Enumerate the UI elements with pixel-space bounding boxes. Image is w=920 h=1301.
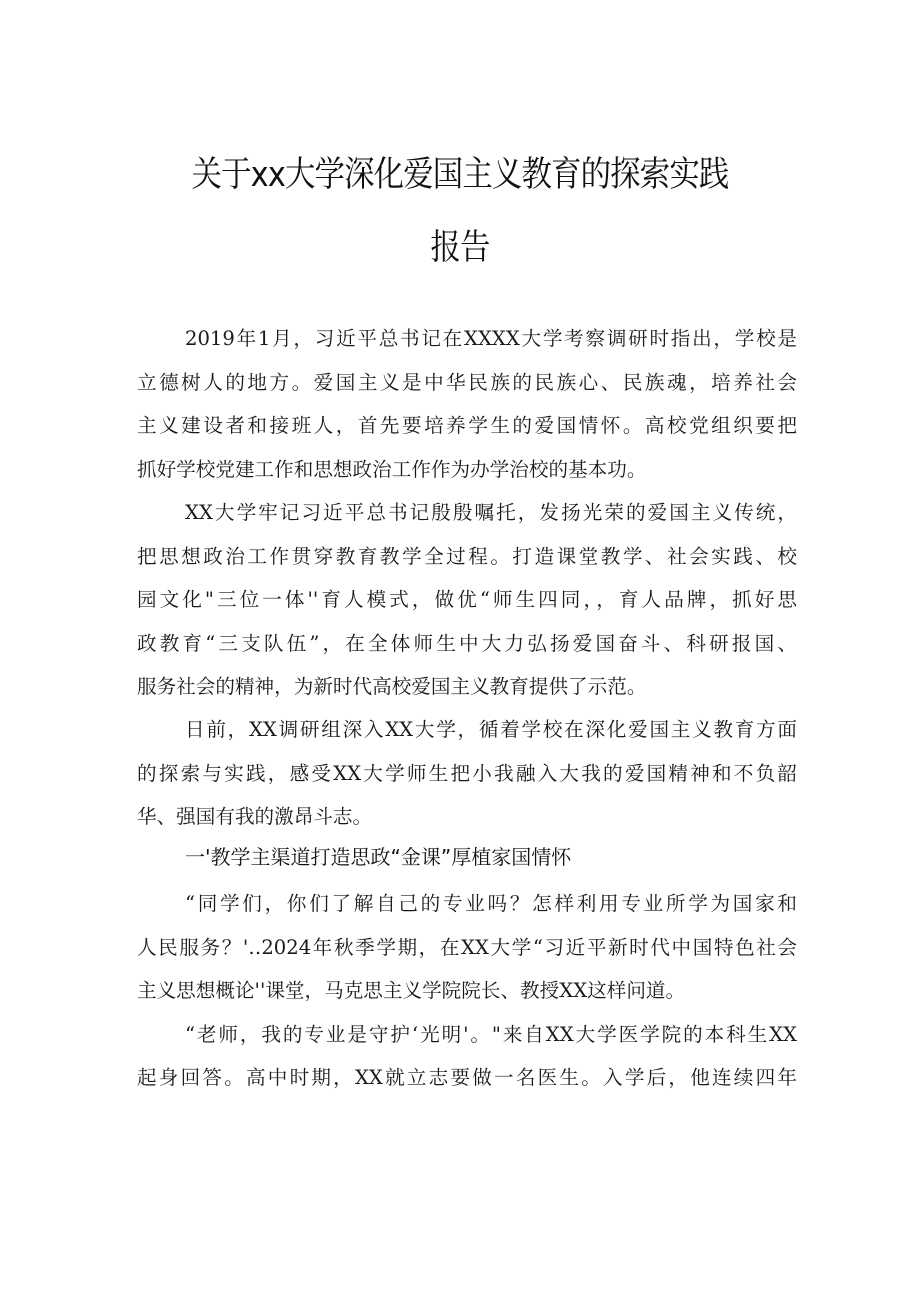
paragraph-3-line-1: 日前，XX调研组深入XX大学，循着学校在深化爱国主义教育方面 [185,718,797,741]
section-heading: 一'教学主渠道打造思政“金课”厚植家国情怀 [185,845,572,869]
paragraph-3-line-3: 华、强国有我的激昂斗志。 [137,805,373,828]
paragraph-2-line-4: 政教育“三支队伍”，在全体师生中大力弘扬爱国奋斗、科研报国、 [137,632,797,655]
paragraph-2-line-3: 园文化"三位一体''育人模式，做优“师生四同，，育人品牌，抓好思 [137,588,797,611]
paragraph-4-line-1: “同学们，你们了解自己的专业吗？怎样利用专业所学为国家和 [185,892,797,915]
paragraph-5-line-2: 起身回答。高中时期，XX就立志要做一名医生。入学后，他连续四年 [137,1066,797,1089]
document-title-line-2: 报告 [430,228,490,268]
paragraph-2-line-1: XX大学牢记习近平总书记殷殷嘱托，发扬光荣的爱国主义传统， [185,501,797,524]
paragraph-1-line-4: 抓好学校党建工作和思想政治工作作为办学治校的基本功。 [137,458,647,481]
paragraph-2-line-5: 服务社会的精神，为新时代高校爱国主义教育提供了示范。 [137,675,647,698]
paragraph-1-line-2: 立德树人的地方。爱国主义是中华民族的民族心、民族魂，培养社会 [137,371,797,394]
paragraph-1-line-3: 主义建设者和接班人，首先要培养学生的爱国情怀。高校党组织要把 [137,414,797,437]
paragraph-4-line-2: 人民服务？'‥2024年秋季学期，在XX大学“习近平新时代中国特色社会 [137,936,797,959]
document-title-line-1: 关于xx大学深化爱国主义教育的探索实践 [191,155,729,195]
paragraph-5-line-1: “老师，我的专业是守护‘光明'。"来自XX大学医学院的本科生XX [185,1023,797,1046]
paragraph-2-line-2: 把思想政治工作贯穿教育教学全过程。打造课堂教学、社会实践、校 [137,545,797,568]
paragraph-3-line-2: 的探索与实践，感受XX大学师生把小我融入大我的爱国精神和不负韶 [137,762,797,785]
paragraph-1-line-1: 2019年1月，习近平总书记在XXXX大学考察调研时指出，学校是 [185,327,797,350]
paragraph-4-line-3: 主义思想概论''课堂，马克思主义学院院长、教授XX这样问道。 [137,979,686,1002]
